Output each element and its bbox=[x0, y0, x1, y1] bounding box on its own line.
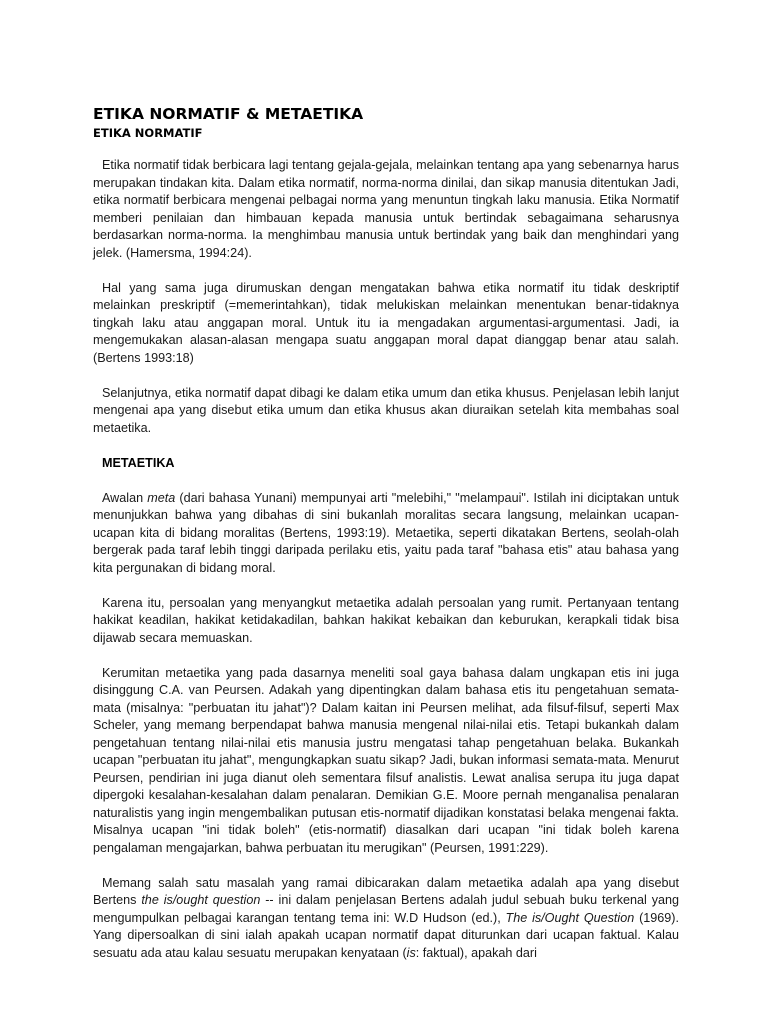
italic-term-is-ought-question: the is/ought question bbox=[141, 893, 261, 907]
paragraph-metaetika-4 bbox=[93, 875, 679, 963]
document-page bbox=[93, 104, 679, 980]
paragraph-metaetika-1 bbox=[93, 490, 679, 578]
paragraph-metaetika-2: Karena itu, persoalan yang menyangkut metaetika adalah persoalan yang rumit. Pertanyaan tentang hakikat keadilan, hakikat ketidakadilan, bahkan hakikat kebaikan dan keburukan, kerapkali tidak bisa dijawab secara memuaskan. bbox=[93, 595, 679, 645]
text-run: : faktual), apakah dari bbox=[415, 945, 537, 960]
paragraph-normatif-1: Etika normatif tidak berbicara lagi tentang gejala-gejala, melainkan tentang apa yang sebenarnya harus merupakan tindakan kita. Dalam etika normatif, norma-norma dinilai, dan sikap manusia ditentukan Jadi, etika normatif berbicara mengenai pelbagai norma yang menuntun tingkah laku manusia. Etika Normatif memberi penilaian dan himbauan kepada manusia untuk bertindak sebagaimana seharusnya berdasarkan norma-norma. Ia menghimbau manusia untuk bertindak yang baik dan menghindari yang jelek. (Hamersma, 1994:24). bbox=[93, 158, 679, 260]
text-run: -- ini dalam penjelasan Bertens adalah judul sebuah buku terkenal yang mengumpulkan pelbagai karangan tentang tema ini: W.D Hudson (ed.), bbox=[93, 893, 680, 925]
italic-book-title: The is/Ought Question bbox=[505, 910, 635, 925]
section-heading-metaetika: METAETIKA bbox=[102, 455, 175, 470]
text-run: (dari bahasa Yunani) mempunyai arti "melebihi," "melampaui". Istilah ini diciptakan untuk menunjukkan bahwa yang dibahas di sini bukanlah moralitas secara langsung, melainkan ucapan-ucapan kita di bidang moralitas (Bertens, 1993:19). Metaetika, seperti dikatakan Bertens, seolah-olah bergerak pada taraf lebih tinggi daripada perilaku etis, yaitu pada taraf "bahasa etis" atau bahasa yang kita pergunakan di bidang moral. bbox=[93, 490, 679, 575]
paragraph-metaetika-3: Kerumitan metaetika yang pada dasarnya meneliti soal gaya bahasa dalam ungkapan etis ini juga disinggung C.A. van Peursen. Adakah yang dipentingkan dalam bahasa etis itu pengetahuan semata-mata (misalnya: "perbuatan itu jahat")? Dalam kaitan ini Peursen melihat, ada filsuf-filsuf, seperti Max Scheler, yang memang berpendapat bahwa manusia mengenal nilai-nilai etis. Tetapi bukankah dalam pengetahuan tentang nilai-nilai etis manusia justru mengatasi tahap pengetahuan belaka. Bukankah ucapan "perbuatan itu jahat", mengungkapkan suatu sikap? Jadi, bukan informasi semata-mata. Menurut Peursen, pendirian ini juga dianut oleh sementara filsuf analistis. Lewat analisa serupa itu juga dapat dipergoki kesalahan-kesalahan dalam penalaran. Demikian G.E. Moore pernah menganalisa penalaran naturalistis yang ingin mengembalikan putusan etis-normatif dijadikan konstatasi belaka mengenai fakta. Misalnya ucapan "ini tidak boleh" (etis-normatif) diasalkan dari ucapan "ini tidak boleh karena pengalaman mengajarkan, bahwa perbuatan itu merugikan" (Peursen, 1991:229). bbox=[93, 665, 679, 855]
section-title-etika-normatif: ETIKA NORMATIF bbox=[93, 126, 203, 140]
italic-term-meta: meta bbox=[147, 490, 176, 505]
text-run: Awalan bbox=[102, 490, 148, 505]
text-run: Memang salah satu masalah yang ramai dibicarakan dalam metaetika adalah apa yang disebut Bertens bbox=[93, 875, 679, 907]
text-run: (1969). Yang dipersoalkan di sini ialah apakah ucapan normatif dapat diturunkan dari ucapan faktual. Kalau sesuatu ada atau kalau sesuatu merupakan kenyataan ( bbox=[93, 910, 679, 960]
italic-term-is: is bbox=[406, 945, 416, 960]
paragraph-normatif-3: Selanjutnya, etika normatif dapat dibagi ke dalam etika umum dan etika khusus. Penjelasan lebih lanjut mengenai apa yang disebut etika umum dan etika khusus akan diuraikan setelah kita membahas soal metaetika. bbox=[93, 385, 679, 435]
paragraph-normatif-2: Hal yang sama juga dirumuskan dengan mengatakan bahwa etika normatif itu tidak deskriptif melainkan preskriptif (=memerintahkan), tidak melukiskan melainkan menentukan benar-tidaknya tingkah laku atau anggapan moral. Untuk itu ia mengadakan argumentasi-argumentasi. Jadi, ia mengemukakan alasan-alasan mengapa suatu anggapan moral dapat dianggap benar atau salah. (Bertens 1993:18) bbox=[93, 280, 679, 365]
document-title: ETIKA NORMATIF & METAETIKA bbox=[93, 105, 364, 123]
